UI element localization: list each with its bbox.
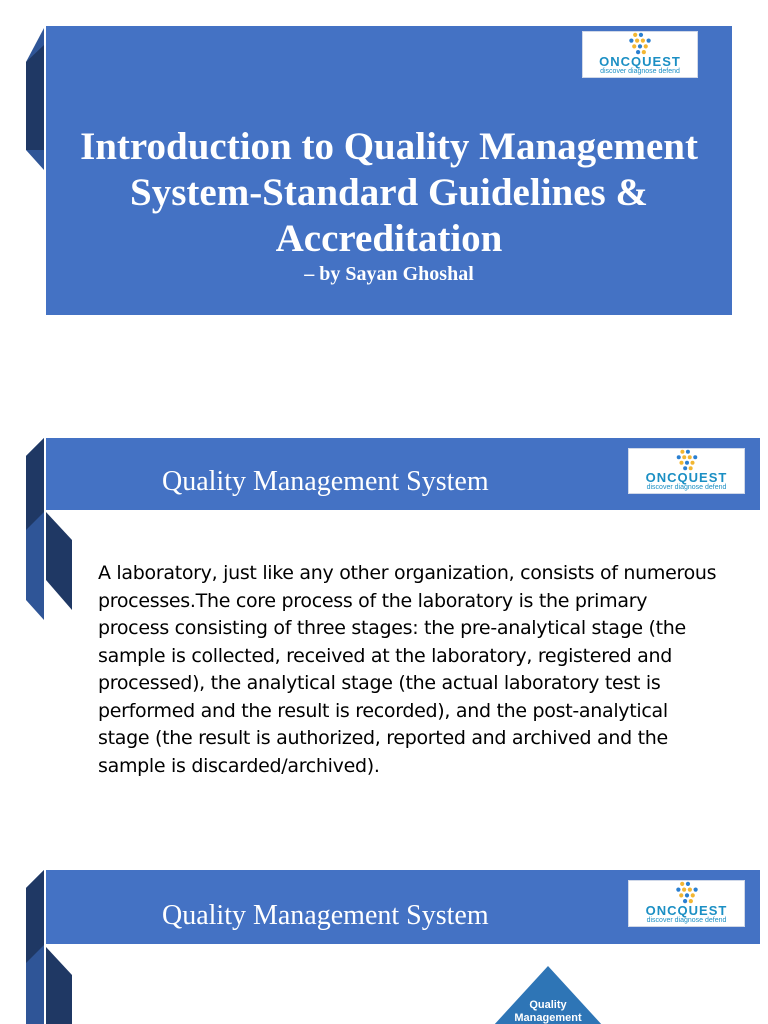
logo-dots-icon <box>625 32 655 55</box>
pyramid-label-line-2: Management <box>514 1012 582 1024</box>
slide-title: Introduction to Quality Management System-Standard Guidelines & Accreditation <box>80 125 698 260</box>
oncquest-logo <box>582 31 698 78</box>
slide-body-text: A laboratory, just like any other organization, consists of numerous processes.The core process of the laboratory is the primary process consisting of three stages: the pre-analytical stage (the sample is collected, received at the laboratory, registered and processed), the analytical stage (the actual laboratory test is performed and the result is recorded), and the post-analytical stage (the result is authorized, reported and archived and the sample is discarded/archived). <box>98 562 717 777</box>
logo-wordmark: ONCQUEST <box>645 903 728 918</box>
slide-3 <box>0 855 768 1024</box>
pyramid-label <box>493 999 603 1024</box>
slide-heading: Quality Management System <box>162 466 489 497</box>
ribbon-fold-left <box>0 0 50 345</box>
logo-wordmark: ONCQUEST <box>599 54 681 69</box>
logo-tagline: discover diagnose defend <box>646 484 727 491</box>
logo-wordmark: ONCQUEST <box>645 470 728 485</box>
pyramid-label-line-1: Quality <box>529 999 567 1011</box>
logo-dots-icon <box>672 881 702 904</box>
oncquest-logo <box>628 880 745 927</box>
logo-tagline: discover diagnose defend <box>646 917 727 924</box>
oncquest-logo <box>628 448 745 494</box>
slide-subtitle: – by Sayan Ghoshal <box>304 263 474 285</box>
slide-1 <box>0 0 768 345</box>
logo-dots-icon <box>672 449 702 471</box>
logo-tagline: discover diagnose defend <box>600 68 680 75</box>
slide-heading: Quality Management System <box>162 900 489 931</box>
